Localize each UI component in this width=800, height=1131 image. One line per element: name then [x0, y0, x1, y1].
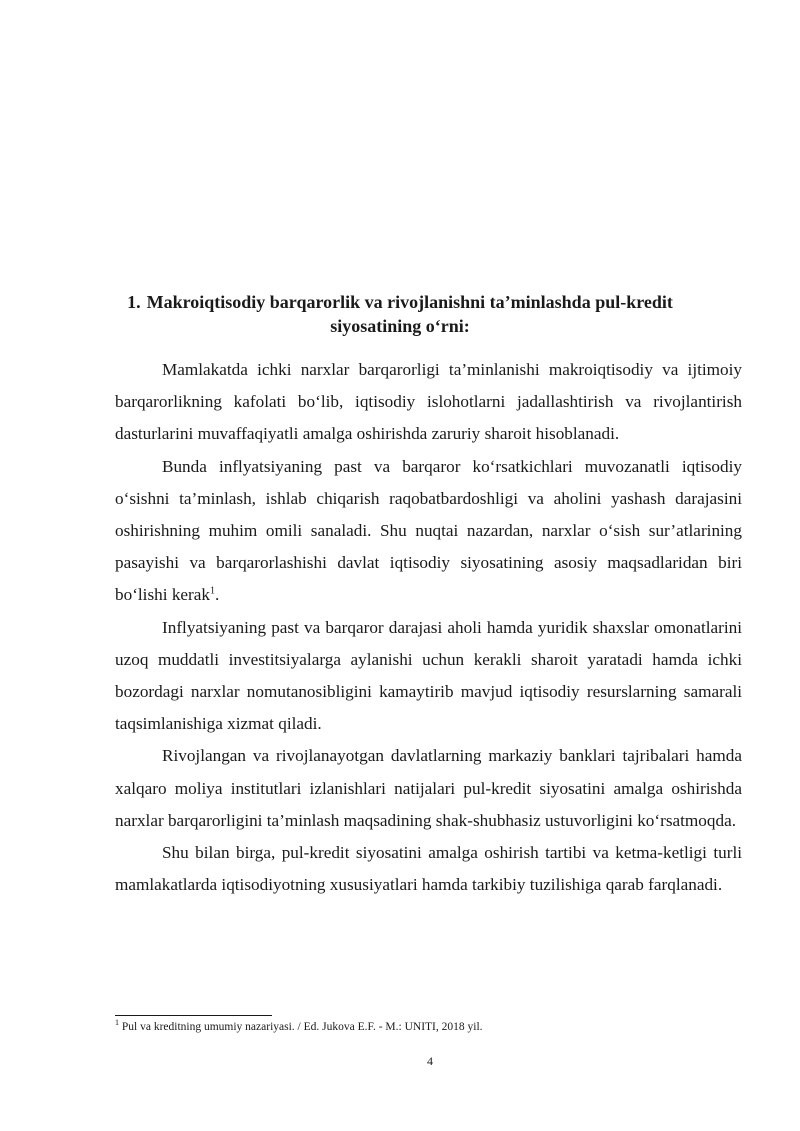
page-number: 4	[427, 1054, 433, 1068]
paragraph: Mamlakatda ichki narxlar barqarorligi ta’minlanishi makroiqtisodiy va ijtimoiy barqarorlikning kafolati bo‘lib, iqtisodiy islohotlarni jadallashtirish va rivojlantirish dasturlarini muvaffaqiyatli amalga oshirishda zaruriy sharoit hisoblanadi.	[115, 360, 742, 444]
footnote-separator	[115, 1015, 272, 1016]
section-title: Makroiqtisodiy barqarorlik va rivojlanishni ta’minlashda pul-kredit siyosatining o‘rni:	[146, 292, 673, 336]
paragraph	[115, 451, 742, 612]
footnote-reference: 1	[210, 585, 215, 597]
footnote	[115, 1020, 742, 1034]
paragraph: Rivojlangan va rivojlanayotgan davlatlarning markaziy banklari tajribalari hamda xalqaro moliya institutlari izlanishlari natijalari pul-kredit siyosatini amalga oshirishda narxlar barqarorligini ta’minlash maqsadining shak-shubhasiz ustuvorligini ko‘rsatmoqda.	[115, 746, 742, 830]
footnote-text: Pul va kreditning umumiy nazariyasi. / Ed. Jukova E.F. - M.: UNITI, 2018 yil.	[119, 1021, 483, 1033]
section-number: 1.	[127, 292, 141, 312]
body-text	[115, 354, 742, 901]
section-heading	[115, 290, 685, 338]
paragraph: Shu bilan birga, pul-kredit siyosatini amalga oshirish tartibi va ketma-ketligi turli mamlakatlarda iqtisodiyotning xususiyatlari hamda tarkibiy tuzilishiga qarab farqlanadi.	[115, 843, 742, 895]
footnote-mark: 1	[115, 1018, 119, 1028]
sentence-end: .	[215, 585, 220, 605]
paragraph-text: Bunda inflyatsiyaning past va barqaror ko‘rsatkichlari muvozanatli iqtisodiy o‘sishni ta’minlash, ishlab chiqarish raqobatbardoshligi va aholini yashash darajasini oshirishning muhim omili sanaladi. Shu nuqtai nazardan, narxlar o‘sish sur’atlarining pasayishi va barqarorlashishi davlat iqtisodiy siyosatining asosiy maqsadlaridan biri bo‘lishi kerak	[115, 456, 742, 605]
paragraph: Inflyatsiyaning past va barqaror darajasi aholi hamda yuridik shaxslar omonatlarini uzoq muddatli investitsiyalarga aylanishi uchun kerakli sharoit yaratadi hamda ichki bozordagi narxlar nomutanosibligini kamaytirib mavjud iqtisodiy resurslarning samarali taqsimlanishiga xizmat qiladi.	[115, 617, 742, 734]
